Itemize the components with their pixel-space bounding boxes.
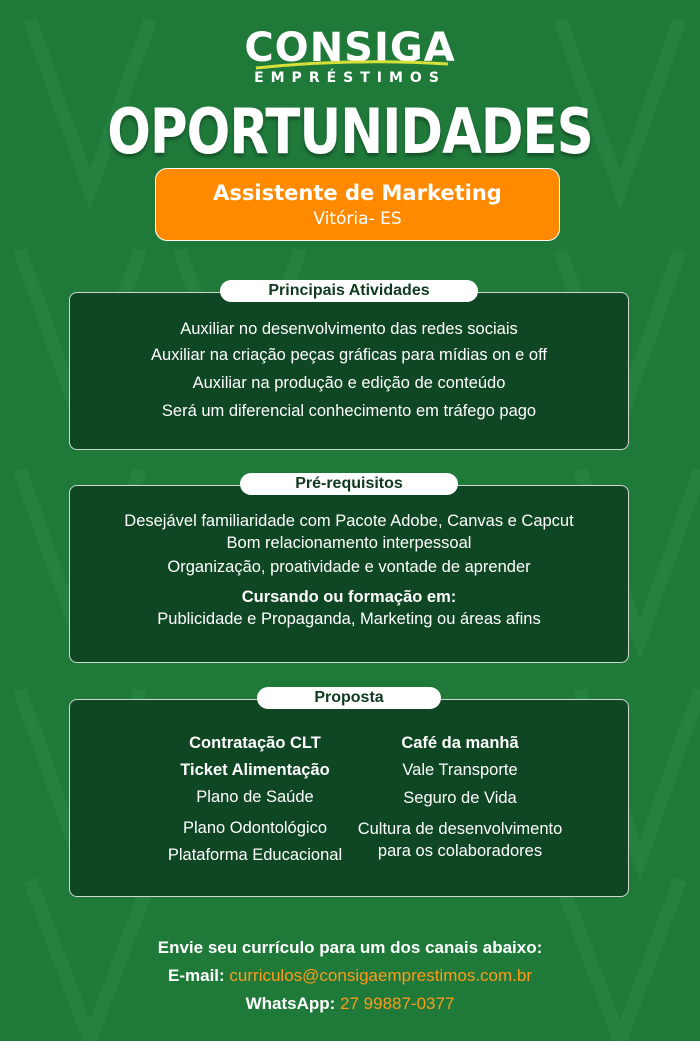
requirement-item: Organização, proatividade e vontade de aprender <box>167 558 531 576</box>
proposal-label: Proposta <box>257 687 441 709</box>
brand-subtitle: EMPRÉSTIMOS <box>254 70 446 86</box>
activity-item: Auxiliar na produção e edição de conteúdo <box>192 374 506 392</box>
activity-item: Auxiliar na criação peças gráficas para mídias on e off <box>151 346 547 364</box>
requirement-item: Bom relacionamento interpessoal <box>226 534 472 552</box>
activity-item: Será um diferencial conhecimento em tráfego pago <box>161 402 537 420</box>
contact-cta: Envie seu currículo para um dos canais abaixo: <box>157 938 543 957</box>
benefit-item: Contratação CLT <box>189 734 321 752</box>
requirements-label: Pré-requisitos <box>240 473 458 495</box>
activity-item: Auxiliar no desenvolvimento das redes sociais <box>180 320 518 338</box>
whatsapp-number[interactable]: 27 99887-0377 <box>340 994 455 1013</box>
proposal-right-column <box>340 730 580 862</box>
benefit-item: Seguro de Vida <box>403 789 517 807</box>
benefit-item: Café da manhã <box>401 734 519 752</box>
benefit-item: para os colaboradores <box>377 842 543 860</box>
requirements-card <box>69 475 629 663</box>
brand-name: CONSIGA <box>244 25 456 71</box>
proposal-card <box>69 689 629 897</box>
job-location: Vitória- ES <box>313 209 402 229</box>
benefit-item: Vale Transporte <box>402 761 518 779</box>
brand-logo <box>0 26 700 86</box>
email-line <box>0 962 700 990</box>
education-heading: Cursando ou formação em: <box>241 588 457 606</box>
requirement-item: Desejável familiaridade com Pacote Adobe, Canvas e Capcut <box>124 512 574 530</box>
whatsapp-label: WhatsApp: <box>245 994 336 1013</box>
email-link[interactable]: curriculos@consigaemprestimos.com.br <box>229 966 532 985</box>
benefit-item: Plataforma Educacional <box>167 846 343 864</box>
benefit-item: Cultura de desenvolvimento <box>357 820 563 838</box>
page-headline: OPORTUNIDADES <box>107 95 593 168</box>
activities-card <box>69 282 629 450</box>
logo-swoosh-icon <box>252 58 452 74</box>
activities-label: Principais Atividades <box>220 280 478 302</box>
benefit-item: Plano Odontológico <box>182 819 328 837</box>
job-title-box <box>155 168 560 241</box>
email-label: E-mail: <box>168 966 225 985</box>
benefit-item: Plano de Saúde <box>196 788 314 806</box>
contact-footer <box>0 934 700 1018</box>
job-title: Assistente de Marketing <box>213 181 502 205</box>
benefit-item: Ticket Alimentação <box>180 761 330 779</box>
education-fields: Publicidade e Propaganda, Marketing ou áreas afins <box>157 610 541 628</box>
whatsapp-line <box>0 990 700 1018</box>
